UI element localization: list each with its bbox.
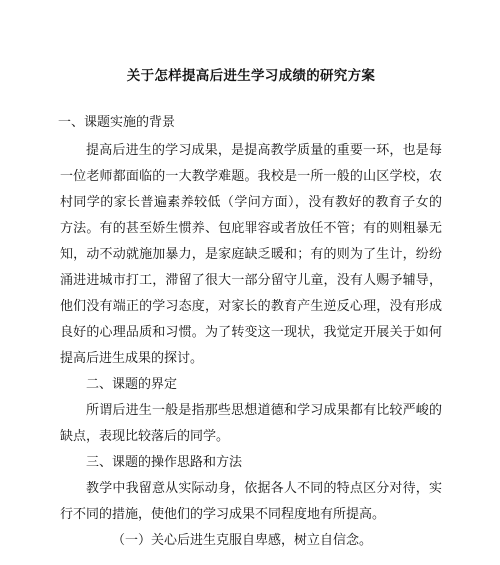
section-heading-methods: 三、课题的操作思路和方法 <box>86 455 243 470</box>
paragraph-methods: 教学中我留意从实际动身，依据各人不同的特点区分对待，实行不同的措施，使他们的学习成果不同程度地有所提高。 <box>60 481 442 522</box>
paragraph-definition: 所谓后进生一般是指那些思想道德和学习成果都有比较严峻的缺点，表现比较落后的同学。 <box>60 403 442 444</box>
subheading-confidence: （一）关心后进生克服自卑感，树立自信念。 <box>112 533 373 548</box>
section-heading-definition: 二、课题的界定 <box>86 377 178 392</box>
section-heading-background: 一、课题实施的背景 <box>58 115 176 130</box>
document-title: 关于怎样提高后进生学习成绩的研究方案 <box>126 68 376 84</box>
paragraph-background: 提高后进生的学习成果，是提高教学质量的重要一环，也是每一位老师都面临的一大教学难题。我校是一所一般的山区学校，农村同学的家长普遍素养较低（学问方面），没有教好的教育子女的方法。有的甚至娇生惯养、包庇罪容或者放任不管；有的则粗暴无知，动不动就施加暴力，是家庭缺乏暖和；有的则为了生计，纷纷涌进进城市打工，滞留了很大一部分留守儿童，没有人赐予辅导，他们没有端正的学习态度，对家长的教育产生逆反心理，没有形成良好的心理品质和习惯。为了转变这一现状，我觉定开展关于如何提高后进生成果的探讨。 <box>60 143 442 366</box>
